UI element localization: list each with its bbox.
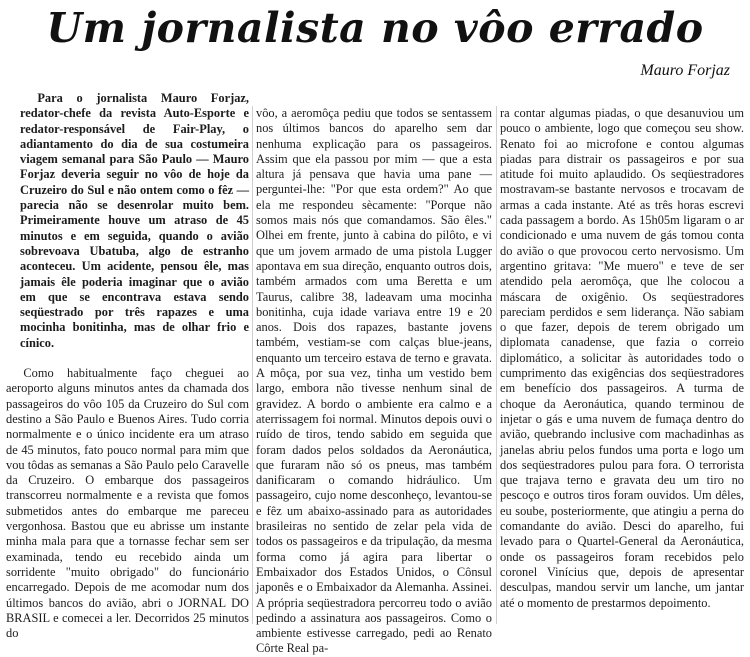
column-divider	[496, 106, 497, 624]
column-3	[500, 106, 744, 611]
paragraph-gap	[6, 351, 249, 366]
byline: Mauro Forjaz	[640, 62, 730, 79]
column-1	[6, 91, 249, 641]
column-divider	[252, 106, 253, 624]
lead-paragraph: Para o jornalista Mauro Forjaz, redator-chefe da revista Auto-Esporte e redator-responsável de Fair-Play, o adiantamento do dia de sua costumeira viagem semanal para São Paulo — Mauro Forjaz deveria seguir no vôo de hoje da Cruzeiro do Sul e não ontem como o fêz — parecia não se desenrolar muito bem. Primeiramente houve um atraso de 45 minutos e em seguida, quando o avião sobrevoava Ubatuba, algo de estranho aconteceu. Um acidente, pensou êle, mas jamais êle poderia imaginar que o avião em que se encontrava estava sendo seqüestrado por três rapazes e uma mocinha bonitinha, mas de olhar frio e cínico.	[20, 91, 249, 350]
body-paragraph: Como habitualmente faço cheguei ao aeroporto alguns minutos antes da chamada dos passageiros do vôo 105 da Cruzeiro do Sul com destino a São Paulo e Buenos Aires. Tudo corria normalmente e o único incidente era um atraso de 45 minutos, fato pouco normal para mim que vou tôdas as semanas a São Paulo pelo Caravelle da Cruzeiro. O embarque dos passageiros transcorreu normalmente e a revista que fomos submetidos antes do embarque me pareceu vergonhosa. Bastou que eu abrisse um instante minha mala para que a tornasse fechar sem ser examinada, tendo eu recebido ainda um sorridente "muito obrigado" do funcionário encarregado. Depois de me acomodar num dos últimos bancos do avião, abri o JORNAL DO BRASIL e comecei a ler. Decorridos 25 minutos do	[6, 366, 249, 641]
column-2	[256, 106, 492, 657]
body-paragraph: ra contar algumas piadas, o que desanuviou um pouco o ambiente, logo que começou seu show. Renato foi ao microfone e contou algumas piadas para distrair os passageiros e por sua atitude foi muito aplaudido. Os seqüestradores mostravam-se bastante nervosos e trocavam de armas a cada instante. Até as três horas escrevi cada passagem a bordo. As 15h05m ligaram o ar condicionado e uma nuvem de gás tomou conta do avião o que provocou certo nervosismo. Um argentino gritava: "Me muero" e teve de ser atendido pela aeromôça, que lhe colocou a máscara de oxigênio. Os seqüestradores pareciam perdidos e sem liderança. Não sabiam o que fazer, depois de terem obrigado um diplomata canadense, que fazia o correio diplomático, a solicitar às autoridades todo o cumprimento das exigências dos seqüestradores em benefício dos passageiros. A turma de choque da Aeronáutica, quando terminou de injetar o gás e uma nuvem de fumaça dentro do avião, quebrando inclusive com machadinhas as janelas abriu pelos fundos uma porta e logo um dos seqüestradores pulou para fora. O terrorista que trajava terno e gravata deu um tiro no pescoço e outros tiros foram ouvidos. Um dêles, eu soube, posteriormente, que atingiu a perna do comandante do avião. Desci do aparelho, fui levado para o Quartel-General da Aeronáutica, onde os passageiros foram recebidos pelo coronel Vinícius que, depois de apresentar desculpas, mandou servir um lanche, um jantar até o momento de prestarmos depoimento.	[500, 106, 744, 610]
headline: Um jornalista no vôo errado	[46, 4, 704, 52]
body-paragraph: vôo, a aeromôça pediu que todos se sentassem nos últimos bancos do aparelho sem dar nenhuma explicação para os passageiros. Assim que ela passou por mim — que a esta altura já pensava que havia uma pane — perguntei-lhe: "Por que esta ordem?" Ao que ela me respondeu sècamente: "Porque não somos mais nós que comandamos. São êles." Olhei em frente, junto à cabina do pilôto, e vi que um jovem armado de uma pistola Lugger apontava em sua direção, enquanto outros dois, também armados com uma Beretta e um Taurus, calibre 38, ladeavam uma mocinha bonitinha, cuja idade variava entre 19 e 20 anos. Dois dos rapazes, bastante jovens também, vestiam-se com calças blue-jeans, enquanto um terceiro estava de terno e gravata. A môça, por sua vez, tinha um vestido bem largo, embora não tivesse nenhum sinal de gravidez. A bordo o ambiente era calmo e a aterrissagem foi normal. Minutos depois ouvi o ruído de tiros, tendo sabido em seguida que foram dados pelos soldados da Aeronáutica, que furaram não só os pneus, mas também danificaram o comando hidráulico. Um passageiro, cujo nome desconheço, levantou-se e fêz um abaixo-assinado para as autoridades brasileiras no sentido de zelar pela vida de todos os passageiros e da tripulação, da mesma forma como já agira para libertar o Embaixador dos Estados Unidos, o Cônsul japonês e o Embaixador da Alemanha. Assinei. A própria seqüestradora percorreu todo o avião pedindo a assinatura aos passageiros. Como o ambiente estivesse carregado, pedi ao Renato Côrte Real pa-	[256, 106, 492, 656]
